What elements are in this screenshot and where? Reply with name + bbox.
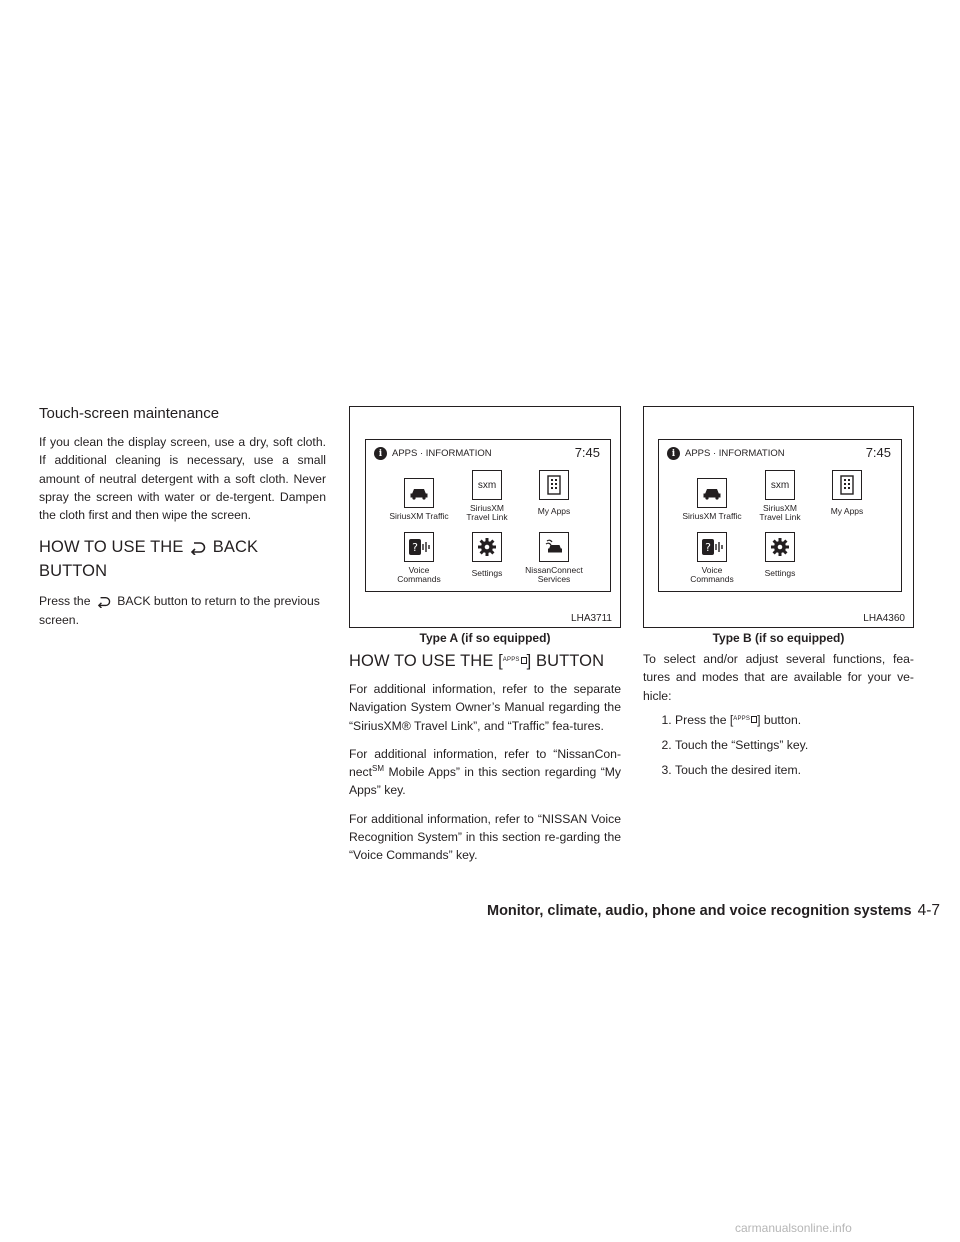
settings-label: Settings [471,568,503,578]
paragraph-back [39,592,326,629]
voice-commands-tile [697,532,727,562]
sxm-logo: sxm [477,479,497,491]
nc-label-line1: NissanConnect [525,565,583,575]
my-apps-tile [539,470,569,500]
travel-label-line1: SiriusXM [762,503,797,513]
paragraph-back-post: BACK button to return to the previous screen. [39,594,320,627]
caption-type-b: Type B (if so equipped) [712,631,845,645]
step-1-post: ] button. [757,712,802,727]
voice-label-line1: Voice [701,565,723,575]
heading-back-post: BACK BUTTON [39,538,259,581]
my-apps-tile [832,470,862,500]
gear-icon [770,537,790,557]
nissanconnect-services-label [509,566,599,585]
travel-label-line2: Travel Link [759,512,801,523]
car-icon [702,486,722,500]
heading-apps-post: ] BUTTON [526,652,605,670]
gear-icon [477,537,497,557]
settings-label: Settings [764,568,796,578]
service-mark: SM [372,764,385,774]
page-footer [487,902,940,920]
middle-column [349,650,621,865]
back-arrow-icon [94,596,114,608]
paragraph-siriusxm-ref: For additional information, refer to the separate Navigation System Owner’s Manual regarding the “SiriusXM® Travel Link”, and “Traffic” fea-tures. [349,681,621,733]
right-column [643,650,914,787]
siriusxm-traffic-tile [404,478,434,508]
page-number: 4-7 [917,902,940,919]
nissanconnect-services-tile [539,532,569,562]
apps-button-icon [503,656,527,665]
info-icon: i [667,447,680,460]
heading-apps-button [349,650,621,674]
screen-title: APPS · INFORMATION [685,448,785,459]
voice-label-line1: Voice [408,565,430,575]
siriusxm-traffic-label: SiriusXM Traffic [389,511,449,521]
settings-tile [765,532,795,562]
paragraph-intro: To select and/or adjust several functions, fea-tures and modes that are available for your ve-hicle: [643,652,914,703]
screen-title: APPS · INFORMATION [392,448,492,459]
sxm-logo: sxm [770,479,790,491]
heading-back-pre: HOW TO USE THE [39,538,184,557]
voice-label-line2: Commands [690,574,734,585]
svg-text:?: ? [412,541,418,554]
siriusxm-traffic-tile [697,478,727,508]
travel-label-line2: Travel Link [466,512,508,523]
info-icon: i [374,447,387,460]
step-3: 3. Touch the desired item. [675,761,914,779]
back-arrow-icon [188,541,208,555]
screen-header [667,447,785,460]
paragraph-maintenance: If you clean the display screen, use a dry, soft cloth. If additional cleaning is necessary, use a small amount of neutral detergent with a soft cloth. Never spray the screen with water or de-tergent. Dampen the cloth first and then wipe the screen. [39,435,326,523]
apps-grid-icon [547,475,561,495]
apps-grid-icon [840,475,854,495]
apps-button-icon [733,715,757,724]
connected-car-icon [544,538,564,556]
voice-label-line2: Commands [397,574,441,585]
apps-icon-text: APPS [733,716,751,723]
siriusxm-travel-link-tile [765,470,795,500]
siriusxm-traffic-label: SiriusXM Traffic [682,511,742,521]
settings-tile [472,532,502,562]
nc-ref-part-b: Mobile Apps” in this section regarding “My Apps” key. [349,765,621,798]
step-1 [675,711,914,729]
my-apps-label: My Apps [537,506,571,516]
apps-icon-text: APPS [502,657,520,664]
paragraph-voice-ref: For additional information, refer to “NISSAN Voice Recognition System” in this section re-garding the “Voice Commands” key. [349,811,621,863]
voice-icon [701,538,723,556]
paragraph-back-pre: Press the [39,594,91,609]
step-1-pre: Press the [ [675,712,734,727]
steps-list [643,711,914,780]
my-apps-label: My Apps [830,506,864,516]
figure-code-a: LHA3711 [571,613,612,624]
screen-clock: 7:45 [865,445,891,460]
apps-icon-square [521,657,527,664]
heading-back-button [39,536,326,584]
travel-label-line1: SiriusXM [469,503,504,513]
figure-type-b [643,406,914,628]
car-icon [409,486,429,500]
footer-section-title: Monitor, climate, audio, phone and voice recognition systems [486,903,912,919]
heading-touch-screen-maintenance: Touch-screen maintenance [39,405,220,422]
caption-type-a: Type A (if so equipped) [419,631,551,645]
siriusxm-travel-link-tile [472,470,502,500]
figure-type-a [349,406,621,628]
voice-icon [408,538,430,556]
figure-code-b: LHA4360 [863,613,905,624]
apps-screen-b [658,439,902,592]
paragraph-nissanconnect-ref [349,745,621,800]
apps-icon-square [751,716,757,723]
nc-ref-part-a: For additional information, refer to “NissanCon-nect [349,746,621,780]
watermark: carmanualsonline.info [735,1221,852,1235]
voice-commands-tile [404,532,434,562]
heading-apps-pre: HOW TO USE THE [ [349,652,503,670]
screen-clock: 7:45 [574,445,600,460]
svg-text:?: ? [705,541,711,554]
left-column [39,405,326,629]
screen-header [374,447,492,460]
step-2: 2. Touch the “Settings” key. [675,736,914,754]
nc-label-line2: Services [537,574,571,585]
apps-screen-a [365,439,611,592]
